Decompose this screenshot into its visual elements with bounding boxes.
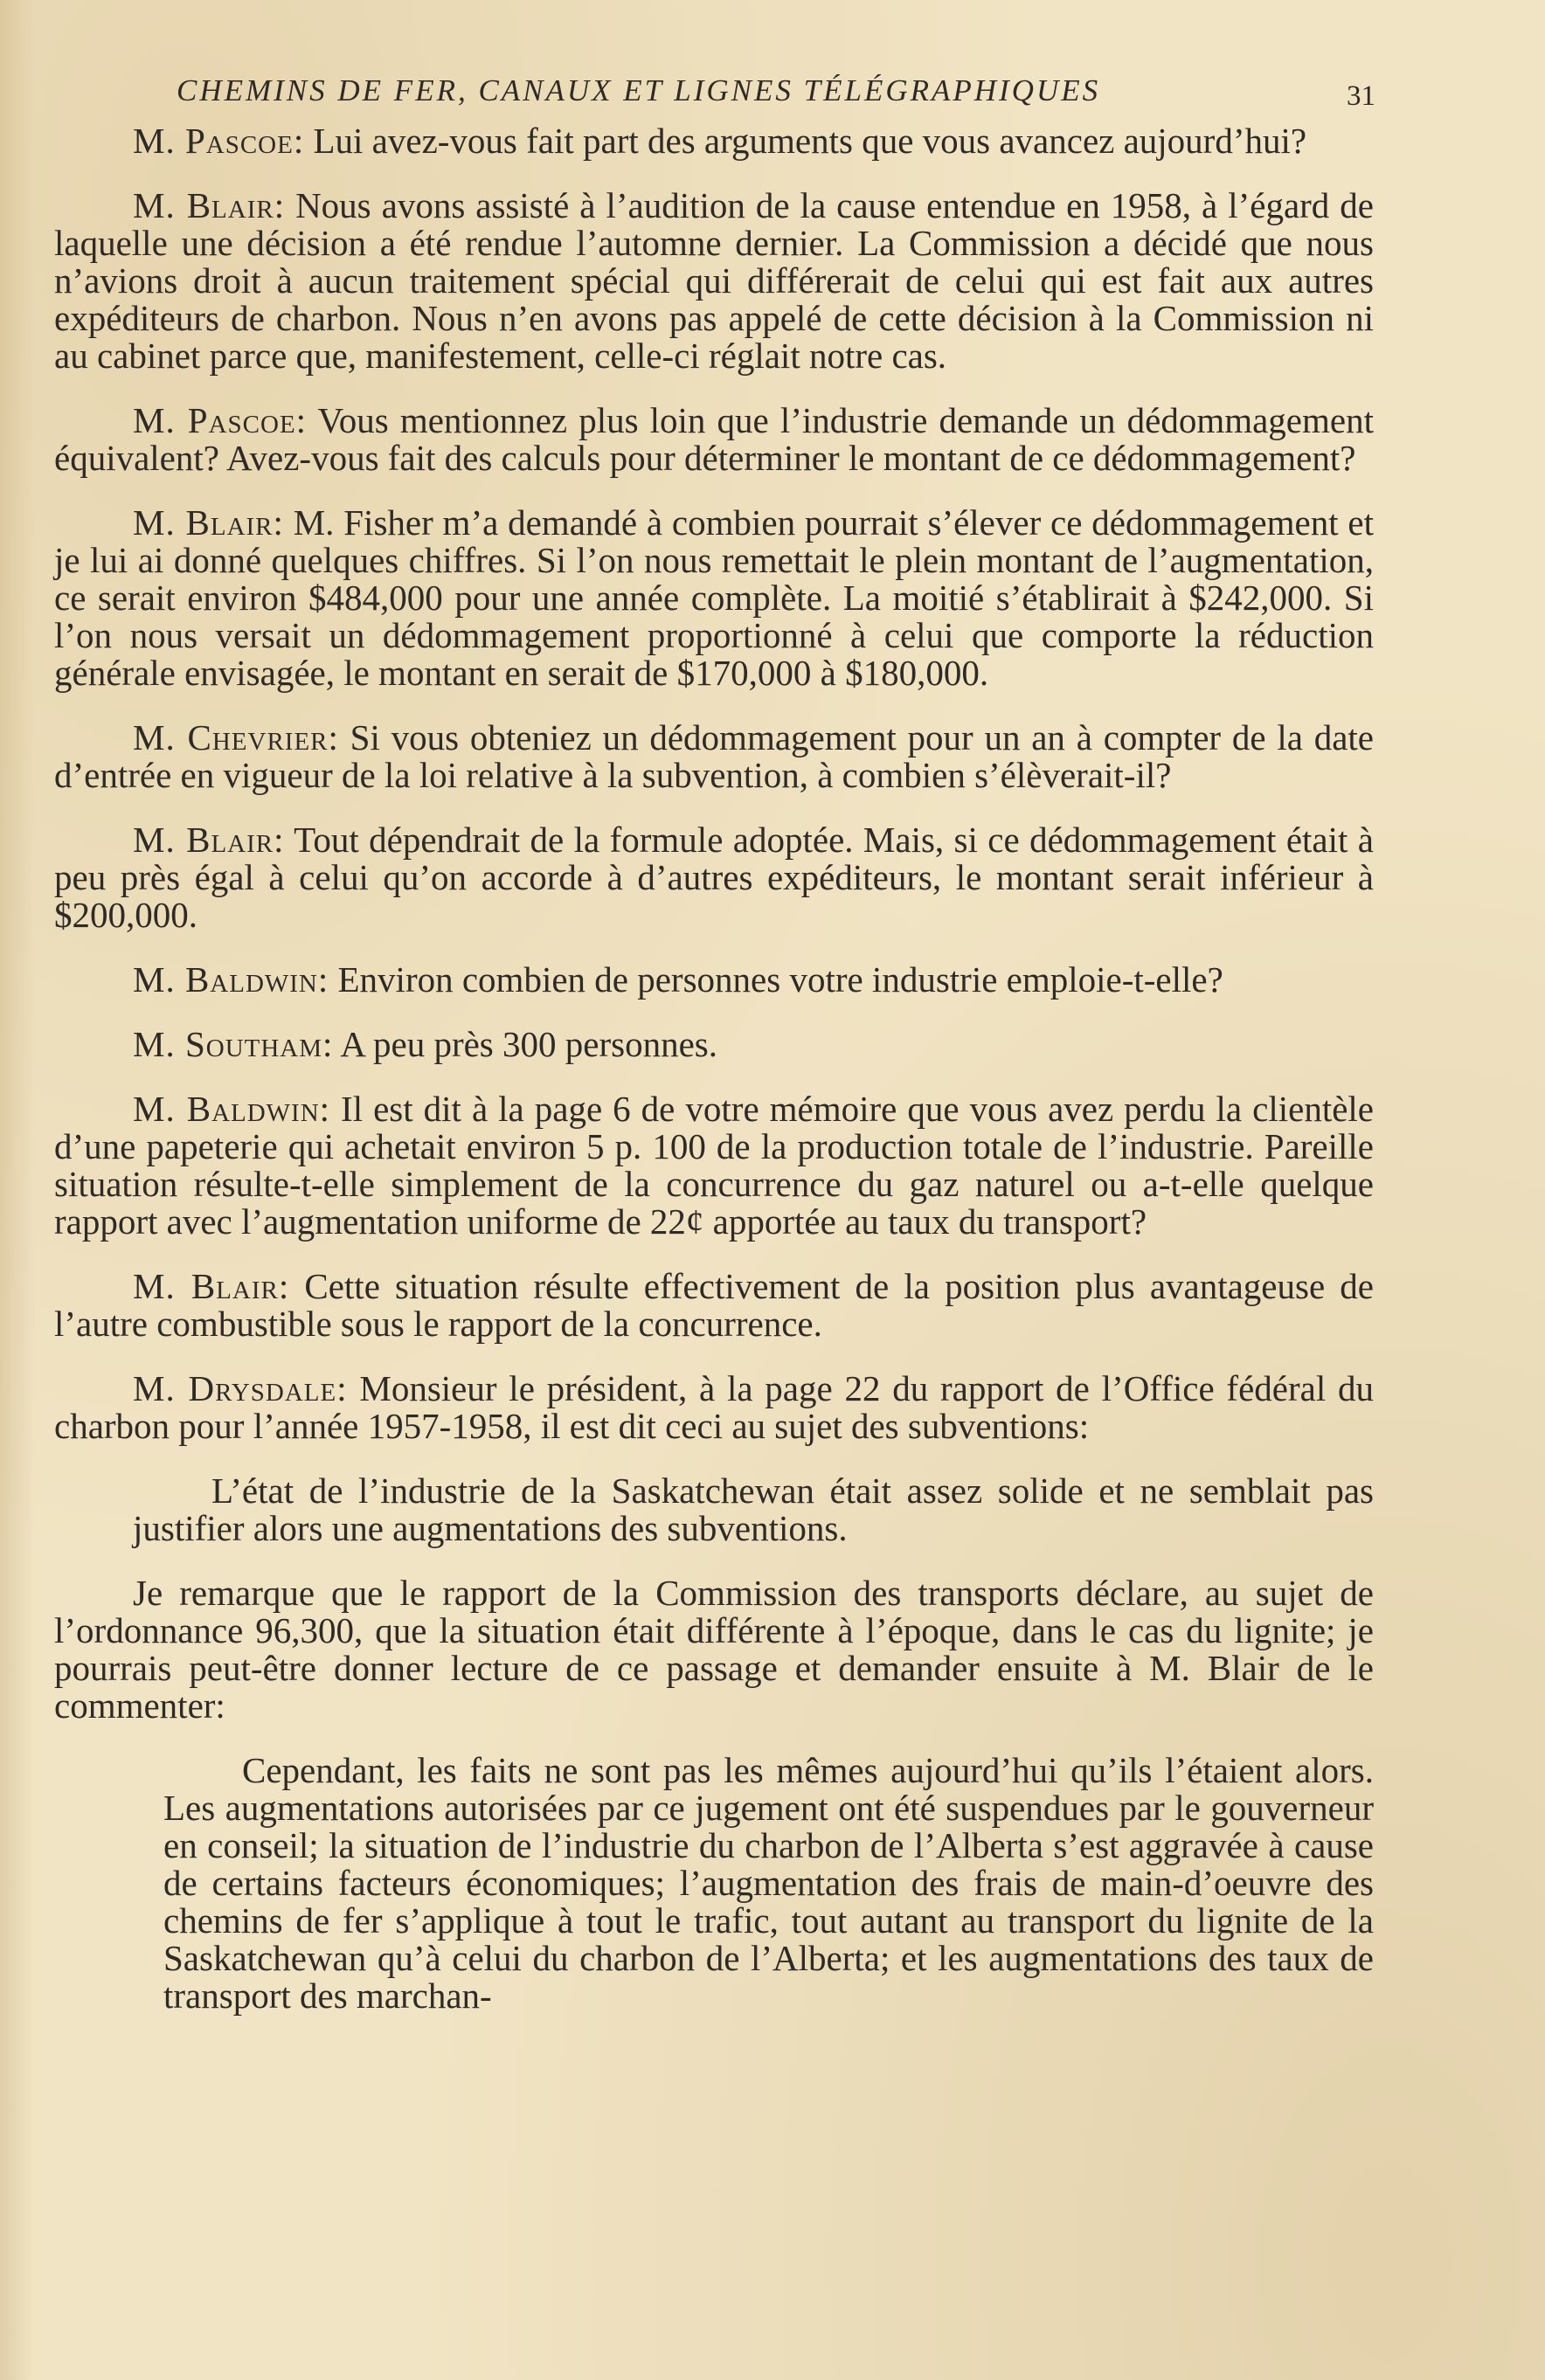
- paragraph-text: Lui avez-vous fait part des arguments que vous avancez aujourd’hui?: [304, 121, 1307, 161]
- paragraph-text: Il est dit à la page 6 de votre mémoire que vous avez perdu la clientèle d’une papeterie qui achetait environ 5 p. 100 de la production totale de l’industrie. Pareille situation résulte-t-elle simplement de la concurrence du gaz naturel ou a-t-elle quelque rapport avec l’augmentation uniforme de 22¢ apportée au taux du transport?: [54, 1089, 1374, 1242]
- paragraph-pascoe-2: [54, 402, 1374, 477]
- running-header: [54, 61, 1374, 122]
- paragraph-blair-2: [54, 504, 1374, 692]
- speaker-name: M. Baldwin:: [133, 1089, 331, 1129]
- paragraph-drysdale-continued: Je remarque que le rapport de la Commission des transports déclare, au sujet de l’ordonnance 96,300, que la situation était différente à l’époque, dans le cas du lignite; je pourrais peut-être donner lecture de ce passage et demander ensuite à M. Blair de le commenter:: [54, 1573, 1374, 1726]
- paragraph-baldwin-1: [54, 961, 1374, 999]
- speaker-name: M. Chevrier:: [133, 717, 339, 758]
- paragraph-text: Tout dépendrait de la formule adoptée. Mais, si ce dédommagement était à peu près égal à celui qu’on accorde à d’autres expéditeurs, le montant serait inférieur à $200,000.: [54, 820, 1374, 935]
- paragraph-text: Monsieur le président, à la page 22 du rapport de l’Office fédéral du charbon pour l’année 1957-1958, il est dit ceci au sujet des subventions:: [54, 1368, 1374, 1446]
- paragraph-pascoe-1: [54, 122, 1374, 160]
- speaker-name: M. Blair:: [133, 820, 285, 860]
- quote-coal-board: L’état de l’industrie de la Saskatchewan était assez solide et ne semblait pas justifier alors une augmentations des subventions.: [133, 1470, 1374, 1548]
- paragraph-blair-1: [54, 187, 1374, 375]
- paragraph-baldwin-2: [54, 1090, 1374, 1241]
- paragraph-drysdale: [54, 1370, 1374, 1445]
- paragraph-blair-4: [54, 1268, 1374, 1343]
- paragraph-text: Environ combien de personnes votre industrie emploie-t-elle?: [329, 959, 1223, 1000]
- paragraph-text: Nous avons assisté à l’audition de la cause entendue en 1958, à l’égard de laquelle une décision a été rendue l’automne dernier. La Commission a décidé que nous n’avions droit à aucun traitement spécial qui différerait de celui qui est fait aux autres expéditeurs de charbon. Nous n’en avons pas appelé de cette décision à la Commission ni au cabinet parce que, manifestement, celle-ci réglait notre cas.: [54, 185, 1374, 376]
- running-title: CHEMINS DE FER, CANAUX ET LIGNES TÉLÉGRAPHIQUES: [177, 73, 1101, 107]
- page-number: 31: [1347, 80, 1375, 112]
- speaker-name: M. Blair:: [133, 185, 286, 225]
- speaker-name: M. Pascoe:: [133, 121, 305, 161]
- document-page: [54, 61, 1374, 2042]
- speaker-name: M. Blair:: [133, 1266, 290, 1306]
- paragraph-text: Vous mentionnez plus loin que l’industrie demande un dédommagement équivalent? Avez-vous fait des calculs pour déterminer le montant de ce dédommagement?: [54, 400, 1374, 478]
- speaker-name: M. Southam:: [133, 1024, 334, 1064]
- paragraph-chevrier: [54, 719, 1374, 794]
- speaker-name: M. Blair:: [133, 502, 284, 543]
- speaker-name: M. Baldwin:: [133, 959, 329, 1000]
- paragraph-blair-3: [54, 821, 1374, 934]
- paragraph-southam: [54, 1026, 1374, 1063]
- speaker-name: M. Drysdale:: [133, 1368, 348, 1408]
- speaker-name: M. Pascoe:: [133, 400, 308, 440]
- paragraph-text: Cette situation résulte effectivement de la position plus avantageuse de l’autre combustible sous le rapport de la concurrence.: [54, 1266, 1374, 1344]
- paragraph-text: M. Fisher m’a demandé à combien pourrait s’élever ce dédommagement et je lui ai donné quelques chiffres. Si l’on nous remettait le plein montant de l’augmentation, ce serait environ $484,000 pour une année complète. La moitié s’établirait à $242,000. Si l’on nous versait un dédommagement proportionné à celui que comporte la réduction générale envisagée, le montant en serait de $170,000 à $180,000.: [54, 502, 1374, 693]
- body-text: [54, 122, 1374, 2015]
- quote-transport-commission: Cependant, les faits ne sont pas les mêmes aujourd’hui qu’ils l’étaient alors. Les augmentations autorisées par ce jugement ont été suspendues par le gouverneur en conseil; la situation de l’industrie du charbon de l’Alberta s’est aggravée à cause de certains facteurs économiques; l’augmentation des frais de main-d’oeuvre des chemins de fer s’applique à tout le trafic, tout autant au transport du lignite de la Saskatchewan qu’à celui du charbon de l’Alberta; et les augmentations des taux de transport des marchan-: [163, 1750, 1374, 2016]
- paragraph-text: A peu près 300 personnes.: [333, 1024, 717, 1064]
- paragraph-text: Si vous obteniez un dédommagement pour un an à compter de la date d’entrée en vigueur de la loi relative à la subvention, à combien s’élèverait-il?: [54, 717, 1374, 795]
